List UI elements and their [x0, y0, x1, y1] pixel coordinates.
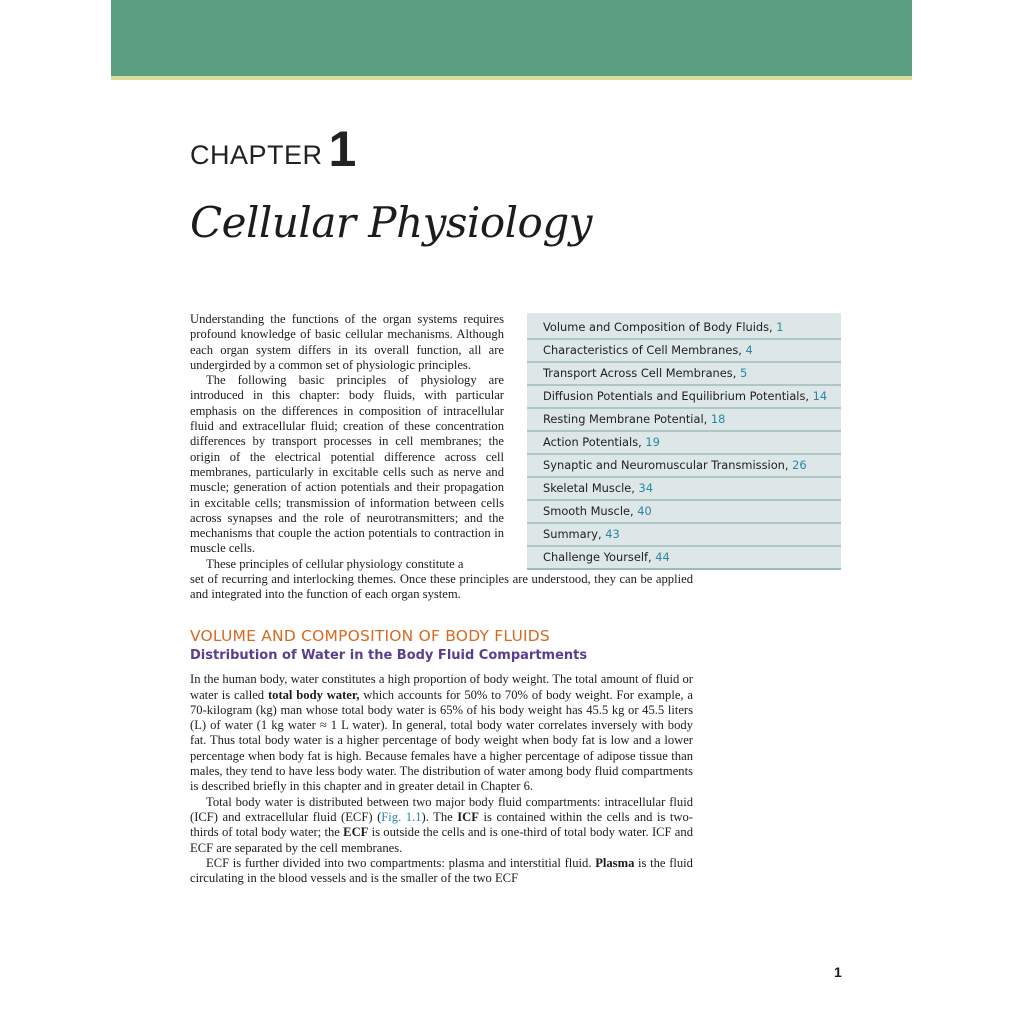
toc-item-page[interactable]: 1 [776, 320, 784, 334]
chapter-title: Cellular Physiology [190, 198, 592, 247]
intro-paragraph-2: The following basic principles of physiology are introduced in this chapter: body fluids, with particular emphasis on the differences in composition of intracellular fluid and extracellular fluid; creation of these concentration differences by transport processes in cell membranes; the origin of the electrical potential difference across cell membranes, particularly in excitable cells such as nerve and muscle; generation of action potentials and their propagation in excitable cells; transmission of information between cells across synapses and the role of neurotransmitters; and the mechanisms that couple the action potentials to contraction in muscle cells. [190, 373, 504, 556]
intro-paragraph-3-start: These principles of cellular physiology constitute a [206, 556, 464, 571]
text-run: In the human body, water constitutes a high proportion of body weight. The total amount of fluid or water is called [190, 672, 693, 702]
chapter-number: 1 [328, 121, 357, 177]
toc-item-label: Transport Across Cell Membranes, [543, 366, 737, 380]
toc-item-page[interactable]: 34 [638, 481, 653, 495]
toc-item-page[interactable]: 14 [812, 389, 828, 403]
text-run: ). The [421, 809, 458, 824]
text-run: Total body water is distributed between two major body fluid compartments: intracellular fluid (ICF) and extracellular fluid (ECF) ( [190, 794, 693, 824]
section-heading: VOLUME AND COMPOSITION OF BODY FLUIDS [190, 626, 550, 645]
intro-paragraph-1: Understanding the functions of the organ systems requires profound knowledge of basic cellular mechanisms. Although each organ system differs in its overall function, all are undergirded by a common set of physiologic principles. [190, 312, 504, 372]
toc-item-label: Diffusion Potentials and Equilibrium Potentials, [543, 389, 810, 403]
toc-item-label: Summary, [543, 527, 602, 541]
toc-item-page[interactable]: 5 [739, 366, 748, 380]
toc-item-page[interactable]: 26 [792, 458, 807, 472]
chapter-label [190, 120, 356, 178]
subsection-heading: Distribution of Water in the Body Fluid Compartments [190, 647, 588, 663]
toc-item-page[interactable]: 18 [710, 412, 726, 426]
toc-item-page[interactable]: 40 [637, 504, 652, 518]
toc-item-label: Challenge Yourself, [543, 550, 652, 564]
toc-item-label: Synaptic and Neuromuscular Transmission, [543, 458, 789, 472]
term-total-body-water: total body water, [267, 687, 360, 702]
toc-item-label: Action Potentials, [543, 435, 642, 449]
chapter-word: CHAPTER [190, 140, 323, 170]
body-text [190, 312, 693, 886]
toc-item-label: Smooth Muscle, [543, 504, 634, 518]
text-run: which accounts for 50% to 70% of body weight. For example, a 70-kilogram (kg) man whose total body water is 65% of his body weight has 45.5 kg or 45.5 liters (L) of water (1 kg water ≈ 1 L water). In general, total body water correlates inversely with body fat. Thus total body water is a higher percentage of body weight when body fat is low and a lower percentage when body fat is high. Because females have a higher percentage of adipose tissue than males, they tend to have less body water. The distribution of water among body fluid compartments is described briefly in this chapter and in greater detail in Chapter 6. [190, 687, 693, 794]
toc-item-page[interactable]: 43 [605, 527, 620, 541]
toc-item-page[interactable]: 44 [655, 550, 670, 564]
chapter-header-band [111, 0, 912, 76]
term-ecf: ECF [343, 825, 369, 840]
figure-link[interactable]: Fig. 1.1 [381, 809, 422, 824]
term-plasma: Plasma [595, 855, 635, 870]
toc-item-label: Skeletal Muscle, [543, 481, 635, 495]
toc-item-page[interactable]: 4 [745, 343, 753, 357]
body-paragraph-2 [190, 795, 693, 856]
text-run: is outside the cells and is one-third of total body water. ICF and ECF are separated by the cell membranes. [190, 825, 693, 855]
text-run: is the fluid circulating in the blood vessels and is the smaller of the two ECF [190, 855, 693, 886]
text-run: is contained within the cells and is two-thirds of total body water; the [190, 809, 693, 840]
page-number: 1 [834, 964, 842, 980]
body-paragraph-3 [190, 856, 693, 887]
body-paragraph-1 [190, 672, 693, 794]
toc-item-label: Volume and Composition of Body Fluids, [543, 320, 773, 334]
toc-item-label: Characteristics of Cell Membranes, [543, 343, 742, 357]
intro-paragraph-3-rest: set of recurring and interlocking themes. Once these principles are understood, they can be applied and integrated into the function of each organ system. [190, 572, 693, 602]
text-run: ECF is further divided into two compartments: plasma and interstitial fluid. [206, 855, 596, 870]
term-icf: ICF [457, 809, 479, 824]
toc-item-label: Resting Membrane Potential, [543, 412, 708, 426]
header-rule [111, 76, 912, 80]
toc-item-page[interactable]: 19 [645, 435, 660, 449]
